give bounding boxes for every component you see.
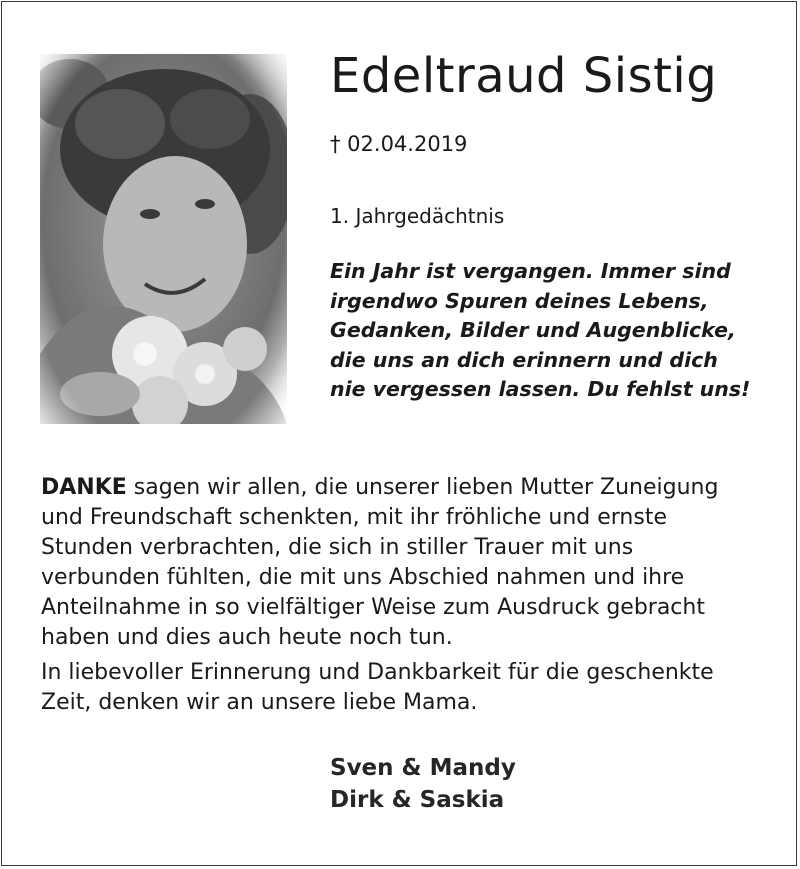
memorial-poem [330,257,770,405]
portrait-photo [40,54,287,424]
thanks-line: Stunden verbrachten, die sich in stiller Trauer mit uns [41,535,634,560]
portrait-illustration [40,54,287,424]
deceased-name: Edeltraud Sistig [330,48,718,104]
poem-line: irgendwo Spuren deines Lebens, [330,288,709,313]
closing-paragraph [41,658,771,718]
signatures [330,752,516,816]
thanks-line: und Freundschaft schenkten, mit ihr fröhliche und ernste [41,505,667,530]
poem-line: Gedanken, Bilder und Augenblicke, [330,318,736,342]
poem-line: die uns an dich erinnern und dich [330,347,718,372]
thanks-line [41,473,771,503]
thanks-line: verbunden fühlten, die mit uns Abschied nahmen und ihre [41,565,685,590]
signature-line: Sven & Mandy [330,755,516,781]
thanks-line-text: sagen wir allen, die unserer lieben Mutter Zuneigung [126,475,719,500]
thanks-line: haben und dies auch heute noch tun. [41,625,453,650]
signature-line: Dirk & Saskia [330,787,505,813]
death-date: † 02.04.2019 [330,132,468,156]
poem-line: nie vergessen lassen. Du fehlst uns! [330,377,751,401]
thanks-word: DANKE [41,475,127,500]
closing-line: In liebevoller Erinnerung und Dankbarkeit für die geschenkte [41,660,714,685]
thanks-line: Anteilnahme in so vielfältiger Weise zum Ausdruck gebracht [41,595,705,620]
anniversary-label: 1. Jahrgedächtnis [330,204,505,228]
poem-line: Ein Jahr ist vergangen. Immer sind [330,259,731,283]
thanks-paragraph [41,473,771,653]
closing-line: Zeit, denken wir an unsere liebe Mama. [41,690,478,715]
